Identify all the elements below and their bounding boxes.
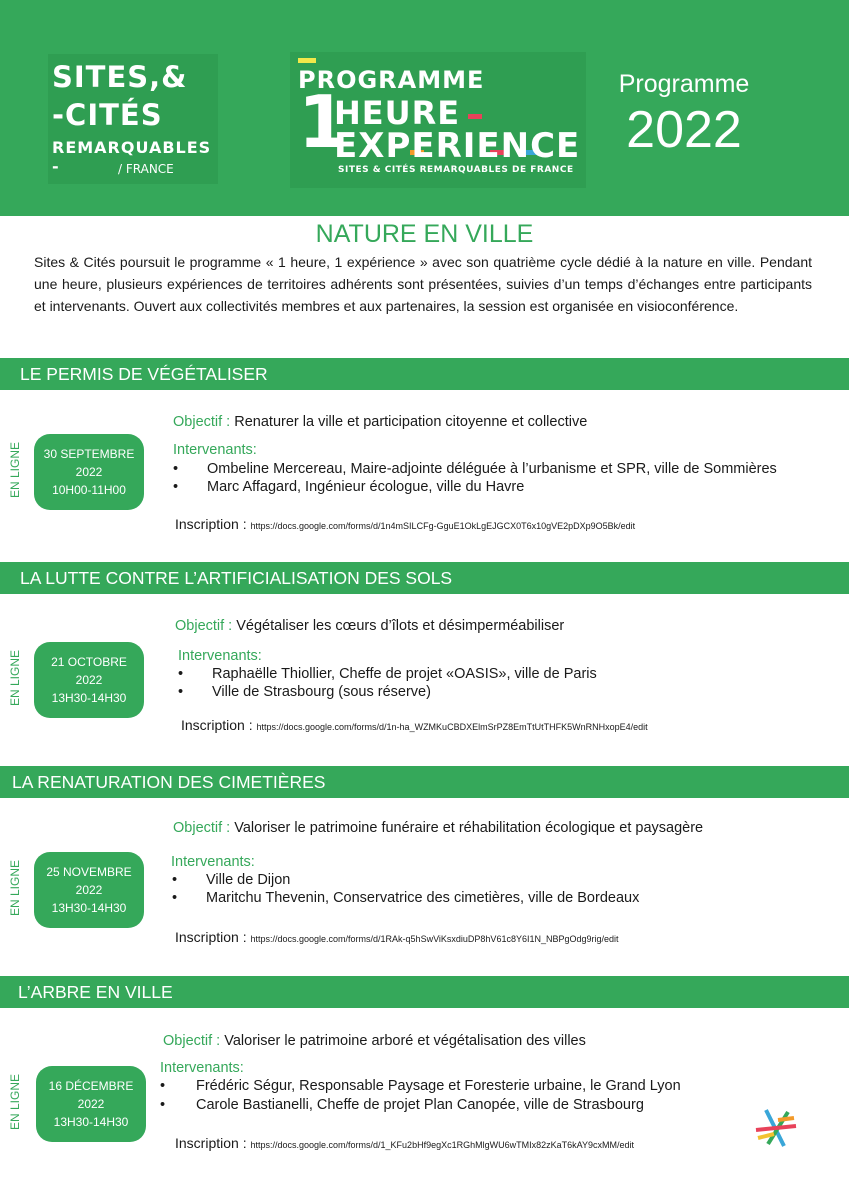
objectif-line: Objectif : Valoriser le patrimoine funéraire et réhabilitation écologique et paysagère	[173, 820, 704, 836]
inscription-line: Inscription : https://docs.google.com/forms/d/1_KFu2bHf9egXc1RGhMlgWU6wTMIx82zKaT6kAY9cxMM/edit	[175, 1135, 634, 1151]
programme-year: 2022	[626, 101, 742, 159]
intervenants-label: Intervenants:	[173, 442, 257, 458]
section-title-artificialisation: LA LUTTE CONTRE L’ARTIFICIALISATION DES SOLS	[0, 562, 849, 594]
section-title-arbre: L’ARBRE EN VILLE	[0, 976, 849, 1008]
inscription-link[interactable]: https://docs.google.com/forms/d/1RAk-q5hSwViKsxdiuDP8hV61c8Y6I1N_NBPgOdg9rig/edit	[250, 934, 619, 944]
page-title: NATURE EN VILLE	[315, 220, 534, 248]
date-badge: 21 OCTOBRE 2022 13H30-14H30	[34, 642, 144, 718]
inscription-line: Inscription : https://docs.google.com/forms/d/1n-ha_WZMKuCBDXElmSrPZ8EmTtUtTHFK5WnRNHxopE4/edit	[181, 717, 648, 733]
sites-cites-logo: SITES,& -CITÉS REMARQUABLES - / FRANCE	[48, 54, 218, 184]
inscription-line: Inscription : https://docs.google.com/forms/d/1RAk-q5hSwViKsxdiuDP8hV61c8Y6I1N_NBPgOdg9rig/edit	[175, 929, 619, 945]
en-ligne-label: EN LIGNE	[8, 859, 22, 917]
date-badge: 25 NOVEMBRE 2022 13H30-14H30	[34, 852, 144, 928]
objectif-line: Objectif : Végétaliser les cœurs d’îlots et désimperméabiliser	[175, 618, 565, 634]
section-title-permis: LE PERMIS DE VÉGÉTALISER	[0, 358, 849, 390]
date-badge: 16 DÉCEMBRE 2022 13H30-14H30	[36, 1066, 146, 1142]
programme-label: Programme	[618, 70, 750, 98]
intervenants-label: Intervenants:	[178, 648, 262, 664]
inscription-link[interactable]: https://docs.google.com/forms/d/1n4mSILCFg-GguE1OkLgEJGCX0T6x10gVE2pDXp9O5Bk/edit	[250, 521, 636, 531]
programme-logo: PROGRAMME 1 HEURE EXPERIENCE SITES & CITÉS REMARQUABLES DE FRANCE	[290, 52, 586, 188]
inscription-link[interactable]: https://docs.google.com/forms/d/1n-ha_WZMKuCBDXElmSrPZ8EmTtUtTHFK5WnRNHxopE4/edit	[256, 722, 648, 732]
en-ligne-label: EN LIGNE	[8, 441, 22, 499]
inscription-link[interactable]: https://docs.google.com/forms/d/1_KFu2bHf9egXc1RGhMlgWU6wTMIx82zKaT6kAY9cxMM/edit	[250, 1140, 634, 1150]
intervenants-label: Intervenants:	[171, 854, 255, 870]
intervenants-label: Intervenants:	[160, 1060, 244, 1076]
objectif-line: Objectif : Renaturer la ville et participation citoyenne et collective	[173, 414, 588, 430]
section-title-cimetieres: LA RENATURATION DES CIMETIÈRES	[0, 766, 849, 798]
en-ligne-label: EN LIGNE	[8, 649, 22, 707]
header-banner	[0, 0, 849, 216]
date-badge: 30 SEPTEMBRE 2022 10H00-11H00	[34, 434, 144, 510]
intro-paragraph: Sites & Cités poursuit le programme « 1 heure, 1 expérience » avec son quatrième cycle dédié à la nature en ville. Pendant une heure, plusieurs expériences de territoires adhérents sont présentées, suivies d’un temps d’échanges entre participants et intervenants. Ouvert aux collectivités membres et aux partenaires, la session est organisée en visioconférence.	[34, 254, 812, 314]
colored-cross-logo-icon	[754, 1108, 798, 1148]
inscription-line: Inscription : https://docs.google.com/forms/d/1n4mSILCFg-GguE1OkLgEJGCX0T6x10gVE2pDXp9O5Bk/edit	[175, 516, 636, 532]
en-ligne-label: EN LIGNE	[8, 1073, 22, 1131]
objectif-line: Objectif : Valoriser le patrimoine arboré et végétalisation des villes	[163, 1033, 586, 1049]
